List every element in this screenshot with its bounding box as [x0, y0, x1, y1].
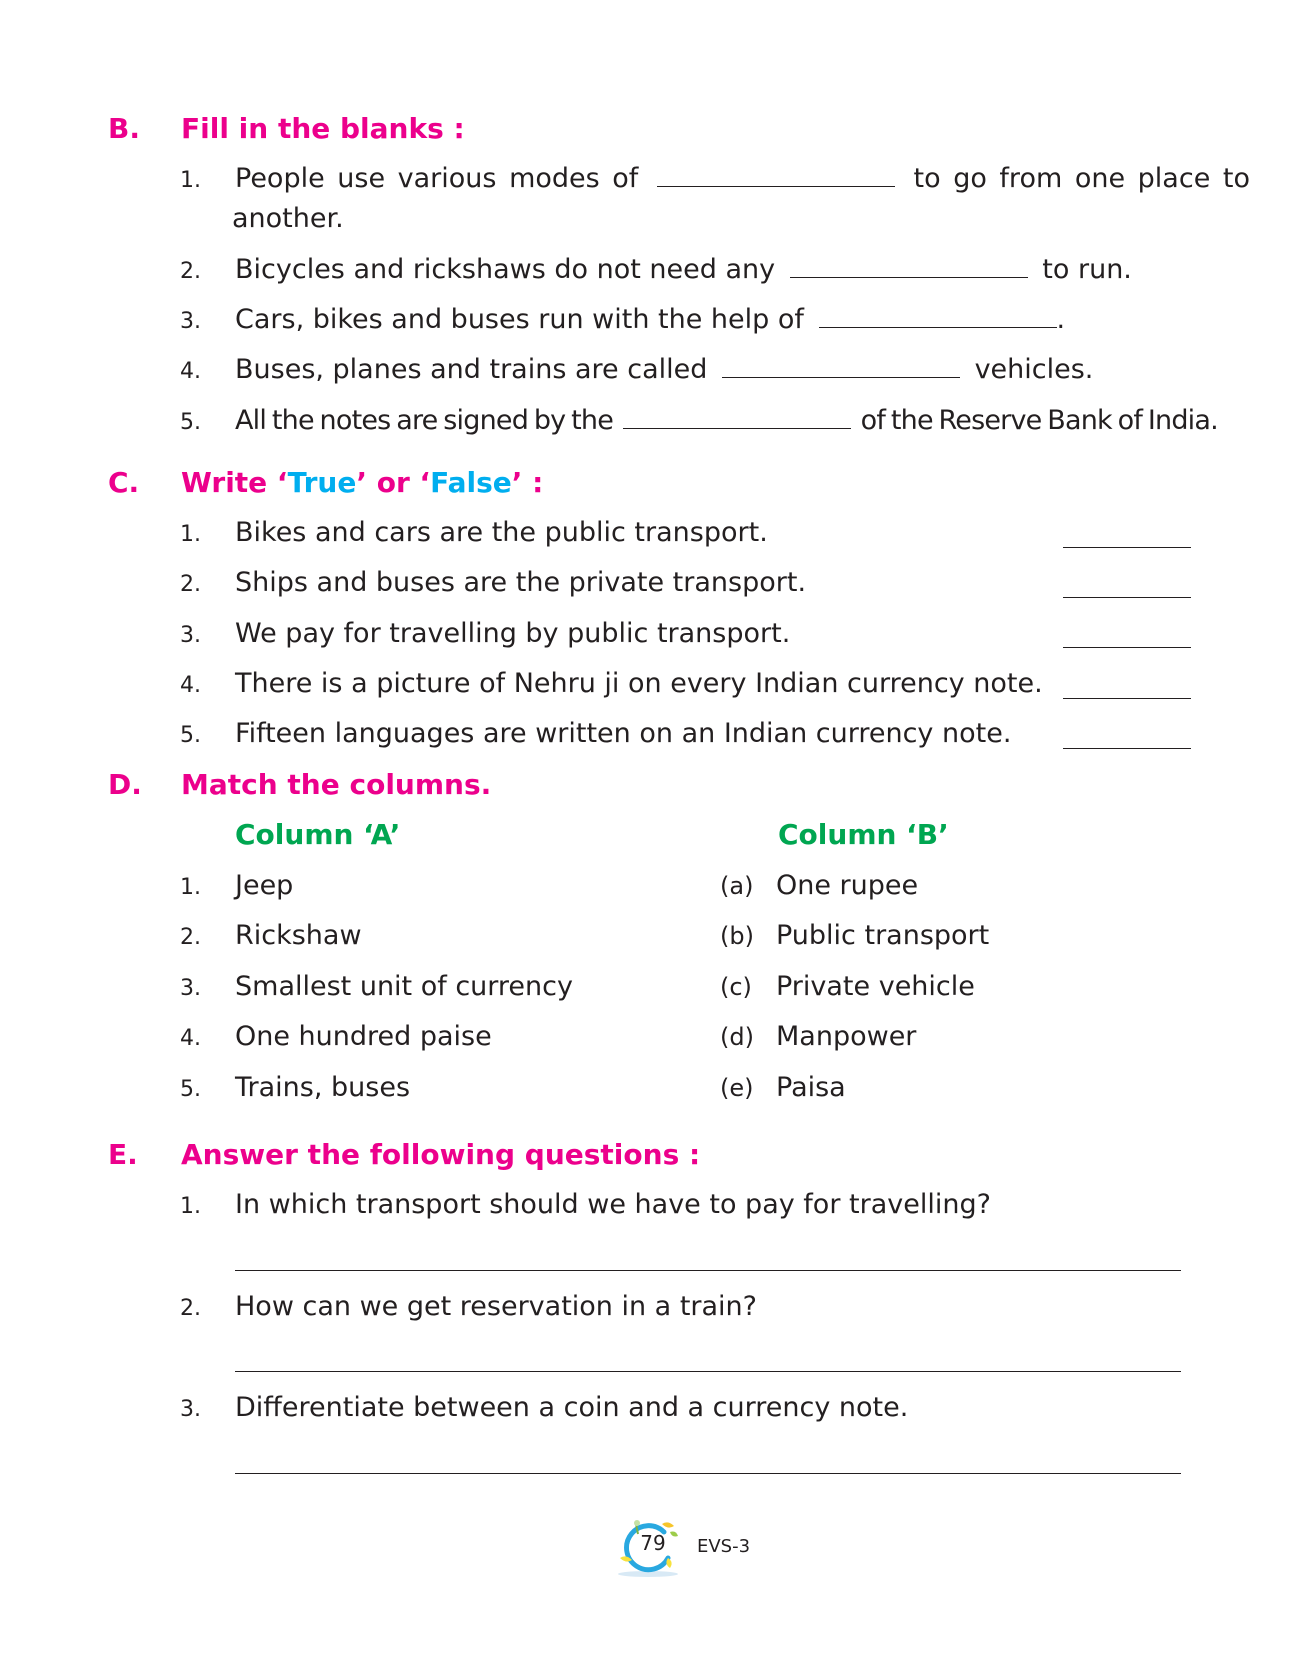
- b-item-5-blank[interactable]: [623, 404, 851, 429]
- c-item-2-number: 2.: [180, 572, 201, 597]
- c-item-2-text: Ships and buses are the private transport.: [235, 567, 807, 598]
- b-item-1-text-after: to go from one place to: [913, 163, 1250, 194]
- match-row-1-number: 1.: [180, 875, 201, 900]
- c-item-1-answer-line[interactable]: [1063, 547, 1191, 548]
- match-row-3-b: Private vehicle: [776, 971, 975, 1002]
- match-row-1-b: One rupee: [776, 870, 919, 901]
- section-c-title: [181, 466, 543, 500]
- match-row-2-b: Public transport: [776, 920, 990, 951]
- b-item-1: [235, 162, 1250, 196]
- e-item-1-text: In which transport should we have to pay for travelling?: [235, 1189, 991, 1220]
- book-code: EVS-3: [697, 1536, 751, 1557]
- match-row-3-label: (c): [720, 973, 752, 1001]
- match-row-3-a: Smallest unit of currency: [235, 971, 573, 1002]
- match-row-5-b: Paisa: [776, 1072, 846, 1103]
- c-item-1-text: Bikes and cars are the public transport.: [235, 517, 768, 548]
- c-item-3-answer-line[interactable]: [1063, 647, 1191, 648]
- e-item-3-number: 3.: [180, 1397, 201, 1422]
- e-item-2-text: How can we get reservation in a train?: [235, 1291, 757, 1322]
- b-item-4-number: 4.: [180, 359, 201, 384]
- b-item-1-continuation: another.: [232, 203, 344, 234]
- match-row-4-b: Manpower: [776, 1021, 917, 1052]
- section-c-letter: C.: [108, 466, 140, 499]
- e-item-3-text: Differentiate between a coin and a currency note.: [235, 1392, 909, 1423]
- match-row-1-a: Jeep: [235, 870, 294, 901]
- b-item-3-number: 3.: [180, 309, 201, 334]
- match-row-4-label: (d): [720, 1023, 754, 1051]
- b-item-2-number: 2.: [180, 259, 201, 284]
- match-row-5-label: (e): [720, 1074, 754, 1102]
- section-e-letter: E.: [108, 1138, 138, 1171]
- c-item-4-number: 4.: [180, 673, 201, 698]
- section-c-title-part: Write ‘: [181, 466, 288, 499]
- b-item-3-text-after: .: [1056, 304, 1066, 335]
- match-row-2-label: (b): [720, 922, 754, 950]
- match-row-2-a: Rickshaw: [235, 920, 362, 951]
- b-item-3: [235, 303, 1065, 337]
- section-b-letter: B.: [108, 112, 140, 145]
- e-item-1-answer-line[interactable]: [235, 1270, 1181, 1271]
- section-c-title-true: True: [287, 466, 357, 499]
- match-row-5-number: 5.: [180, 1077, 201, 1102]
- b-item-5: [235, 404, 1218, 438]
- c-item-4-text: There is a picture of Nehru ji on every Indian currency note.: [235, 668, 1043, 699]
- e-item-2-number: 2.: [180, 1296, 201, 1321]
- c-item-5-answer-line[interactable]: [1063, 748, 1191, 749]
- b-item-3-blank[interactable]: [819, 303, 1057, 328]
- e-item-2-answer-line[interactable]: [235, 1371, 1181, 1372]
- b-item-1-number: 1.: [180, 168, 201, 193]
- b-item-2: [235, 253, 1132, 287]
- match-row-3-number: 3.: [180, 976, 201, 1001]
- section-d-title: Match the columns.: [181, 768, 492, 801]
- column-b-heading: Column ‘B’: [778, 818, 949, 851]
- b-item-3-text-before: Cars, bikes and buses run with the help of: [235, 304, 804, 335]
- match-row-2-number: 2.: [180, 925, 201, 950]
- section-b-title: Fill in the blanks :: [181, 112, 465, 145]
- b-item-5-text-after: of the Reserve Bank of India.: [860, 405, 1218, 436]
- b-item-4-text-before: Buses, planes and trains are called: [235, 354, 708, 385]
- b-item-5-text-before: All the notes are signed by the: [235, 405, 614, 436]
- c-item-4-answer-line[interactable]: [1063, 698, 1191, 699]
- b-item-5-number: 5.: [180, 410, 201, 435]
- b-item-1-text-before: People use various modes of: [235, 163, 639, 194]
- match-row-4-a: One hundred paise: [235, 1021, 492, 1052]
- c-item-2-answer-line[interactable]: [1063, 597, 1191, 598]
- match-row-5-a: Trains, buses: [235, 1072, 411, 1103]
- b-item-4-blank[interactable]: [722, 353, 960, 378]
- c-item-5-text: Fifteen languages are written on an Indian currency note.: [235, 718, 1012, 749]
- c-item-3-text: We pay for travelling by public transport.: [235, 618, 791, 649]
- section-c-title-part: ’ or ‘: [356, 466, 431, 499]
- section-e-title: Answer the following questions :: [181, 1138, 701, 1171]
- column-a-heading: Column ‘A’: [235, 818, 401, 851]
- section-c-title-false: False: [430, 466, 512, 499]
- b-item-2-text-after: to run.: [1042, 254, 1132, 285]
- b-item-4: [235, 353, 1093, 387]
- match-row-1-label: (a): [720, 872, 754, 900]
- match-row-4-number: 4.: [180, 1026, 201, 1051]
- c-item-5-number: 5.: [180, 723, 201, 748]
- section-c-title-part: ’ :: [511, 466, 544, 499]
- c-item-3-number: 3.: [180, 623, 201, 648]
- section-d-letter: D.: [108, 768, 142, 801]
- page-number: 79: [640, 1531, 666, 1555]
- b-item-1-blank[interactable]: [657, 162, 895, 187]
- e-item-3-answer-line[interactable]: [235, 1473, 1181, 1474]
- b-item-4-text-after: vehicles.: [974, 354, 1094, 385]
- b-item-2-blank[interactable]: [790, 253, 1028, 278]
- e-item-1-number: 1.: [180, 1194, 201, 1219]
- b-item-2-text-before: Bicycles and rickshaws do not need any: [235, 254, 776, 285]
- c-item-1-number: 1.: [180, 522, 201, 547]
